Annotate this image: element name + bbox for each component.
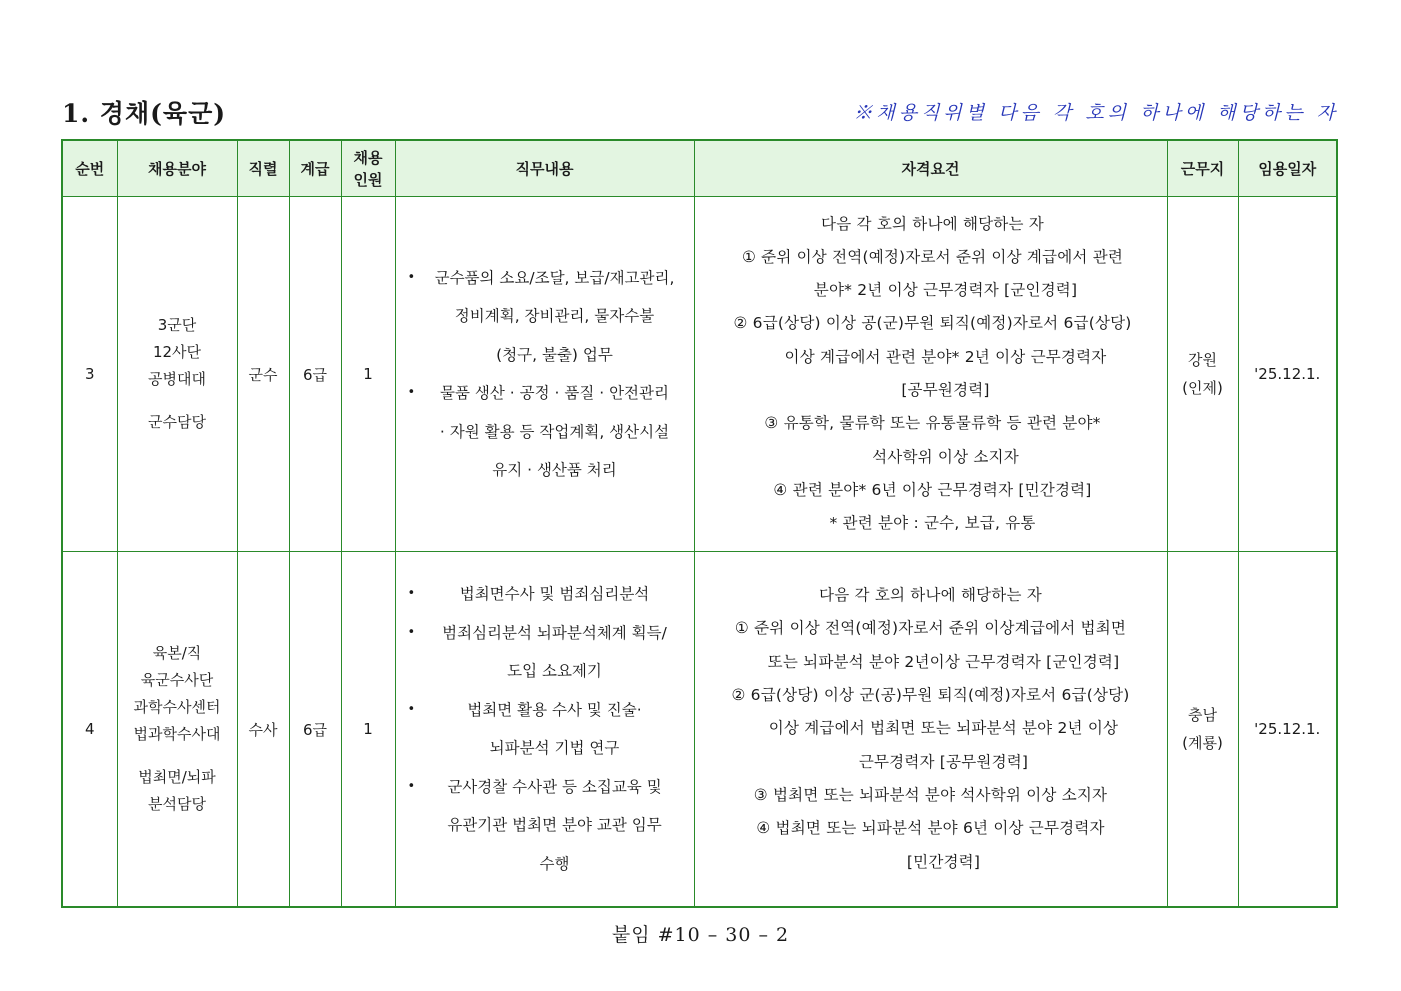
duty-item: • 법최면 활용 수사 및 진술· 뇌파분석 기법 연구	[406, 691, 686, 768]
start-date-cell: '25.12.1.	[1238, 552, 1337, 908]
table-row	[62, 197, 1337, 552]
field-role: 군수담당	[148, 413, 206, 431]
seq-cell: 4	[62, 552, 117, 908]
duty-item: • 법최면수사 및 범죄심리분석	[406, 575, 686, 614]
header-qualifications: 자격요건	[694, 140, 1167, 197]
header-seq: 순번	[62, 140, 117, 197]
qual-item: ③ 법최면 또는 뇌파분석 분야 석사학위 이상 소지자	[753, 785, 1108, 804]
series-cell: 군수	[237, 197, 289, 552]
qual-item: 이상 계급에서 법최면 또는 뇌파분석 분야 2년 이상	[768, 719, 1119, 738]
qual-item: ② 6급(상당) 이상 공(군)무원 퇴직(예정)자로서 6급(상당)	[733, 314, 1132, 333]
header-count-line2: 인원	[353, 170, 383, 189]
duty-item: • 물품 생산 · 공정 · 품질 · 안전관리 · 자원 활용 등 작업계획, 생산시설 유지 · 생산품 처리	[406, 374, 686, 490]
qual-note: * 관련 분야 : 군수, 보급, 유통	[829, 514, 1036, 533]
qual-item: 분야* 2년 이상 근무경력자 [군인경력]	[813, 281, 1078, 300]
qual-item: ④ 관련 분야* 6년 이상 근무경력자 [민간경력]	[773, 480, 1092, 499]
seq-cell: 3	[62, 197, 117, 552]
qual-item: ④ 법최면 또는 뇌파분석 분야 6년 이상 근무경력자	[756, 819, 1105, 838]
field-unit: 과학수사센터	[133, 698, 221, 716]
header-location: 근무지	[1167, 140, 1238, 197]
field-role: 분석담당	[148, 795, 206, 813]
duty-item: • 군수품의 소요/조달, 보급/재고관리, 정비계획, 장비관리, 물자수불 (청구, 불출) 업무	[406, 259, 686, 375]
field-cell	[117, 552, 237, 908]
recruitment-table	[61, 139, 1338, 908]
count-cell: 1	[341, 197, 395, 552]
duty-item: • 범죄심리분석 뇌파분석체계 획득/ 도입 소요제기	[406, 614, 686, 691]
grade-cell: 6급	[289, 197, 341, 552]
field-role: 법최면/뇌파	[138, 768, 216, 786]
eligibility-note: ※채용직위별 다음 각 호의 하나에 해당하는 자	[853, 102, 1339, 124]
count-cell: 1	[341, 552, 395, 908]
series-cell: 수사	[237, 552, 289, 908]
qualifications-cell	[694, 197, 1167, 552]
qual-item: ③ 유통학, 물류학 또는 유통물류학 등 관련 분야*	[764, 414, 1101, 433]
header-field: 채용분야	[117, 140, 237, 197]
qual-item: [민간경력]	[906, 852, 981, 871]
start-date-cell: '25.12.1.	[1238, 197, 1337, 552]
grade-cell: 6급	[289, 552, 341, 908]
header-row	[62, 140, 1337, 197]
header-start-date: 임용일자	[1238, 140, 1337, 197]
qual-item: 석사학위 이상 소지자	[872, 447, 1019, 466]
field-unit: 12사단	[152, 343, 202, 361]
qual-item: ② 6급(상당) 이상 군(공)무원 퇴직(예정)자로서 6급(상당)	[731, 686, 1130, 705]
header-count-line1: 채용	[353, 148, 383, 167]
qual-item: [공무원경력]	[901, 381, 990, 399]
field-cell	[117, 197, 237, 552]
qual-item: 또는 뇌파분석 분야 2년이상 근무경력자 [군인경력]	[767, 652, 1120, 671]
header-count	[341, 140, 395, 197]
table-row	[62, 552, 1337, 908]
header-grade: 계급	[289, 140, 341, 197]
qual-item: 이상 계급에서 관련 분야* 2년 이상 근무경력자	[784, 347, 1107, 366]
duty-item: • 군사경찰 수사관 등 소집교육 및 유관기관 법최면 분야 교관 임무 수행	[406, 768, 686, 884]
field-unit: 3군단	[157, 316, 197, 334]
section-title: 1. 경채(육군)	[62, 99, 227, 128]
qual-intro: 다음 각 호의 하나에 해당하는 자	[821, 214, 1044, 233]
page-footer: 붙임 #10 – 30 – 2	[611, 924, 790, 946]
qual-item: ① 준위 이상 전역(예정)자로서 준위 이상 계급에서 관련	[741, 247, 1124, 266]
field-unit: 육군수사단	[140, 671, 214, 689]
qual-item: ① 준위 이상 전역(예정)자로서 준위 이상계급에서 법최면	[734, 619, 1127, 638]
qual-item: 근무경력자 [공무원경력]	[858, 752, 1029, 771]
qual-intro: 다음 각 호의 하나에 해당하는 자	[819, 586, 1042, 605]
field-unit: 육본/직	[152, 644, 202, 662]
header-duties: 직무내용	[395, 140, 694, 197]
location-cell: 충남 (계룡)	[1167, 552, 1238, 908]
field-unit: 법과학수사대	[133, 725, 221, 743]
duties-cell	[395, 552, 694, 908]
field-unit: 공병대대	[148, 370, 206, 388]
qualifications-cell	[694, 552, 1167, 908]
header-series: 직렬	[237, 140, 289, 197]
duties-cell	[395, 197, 694, 552]
location-cell: 강원 (인제)	[1167, 197, 1238, 552]
